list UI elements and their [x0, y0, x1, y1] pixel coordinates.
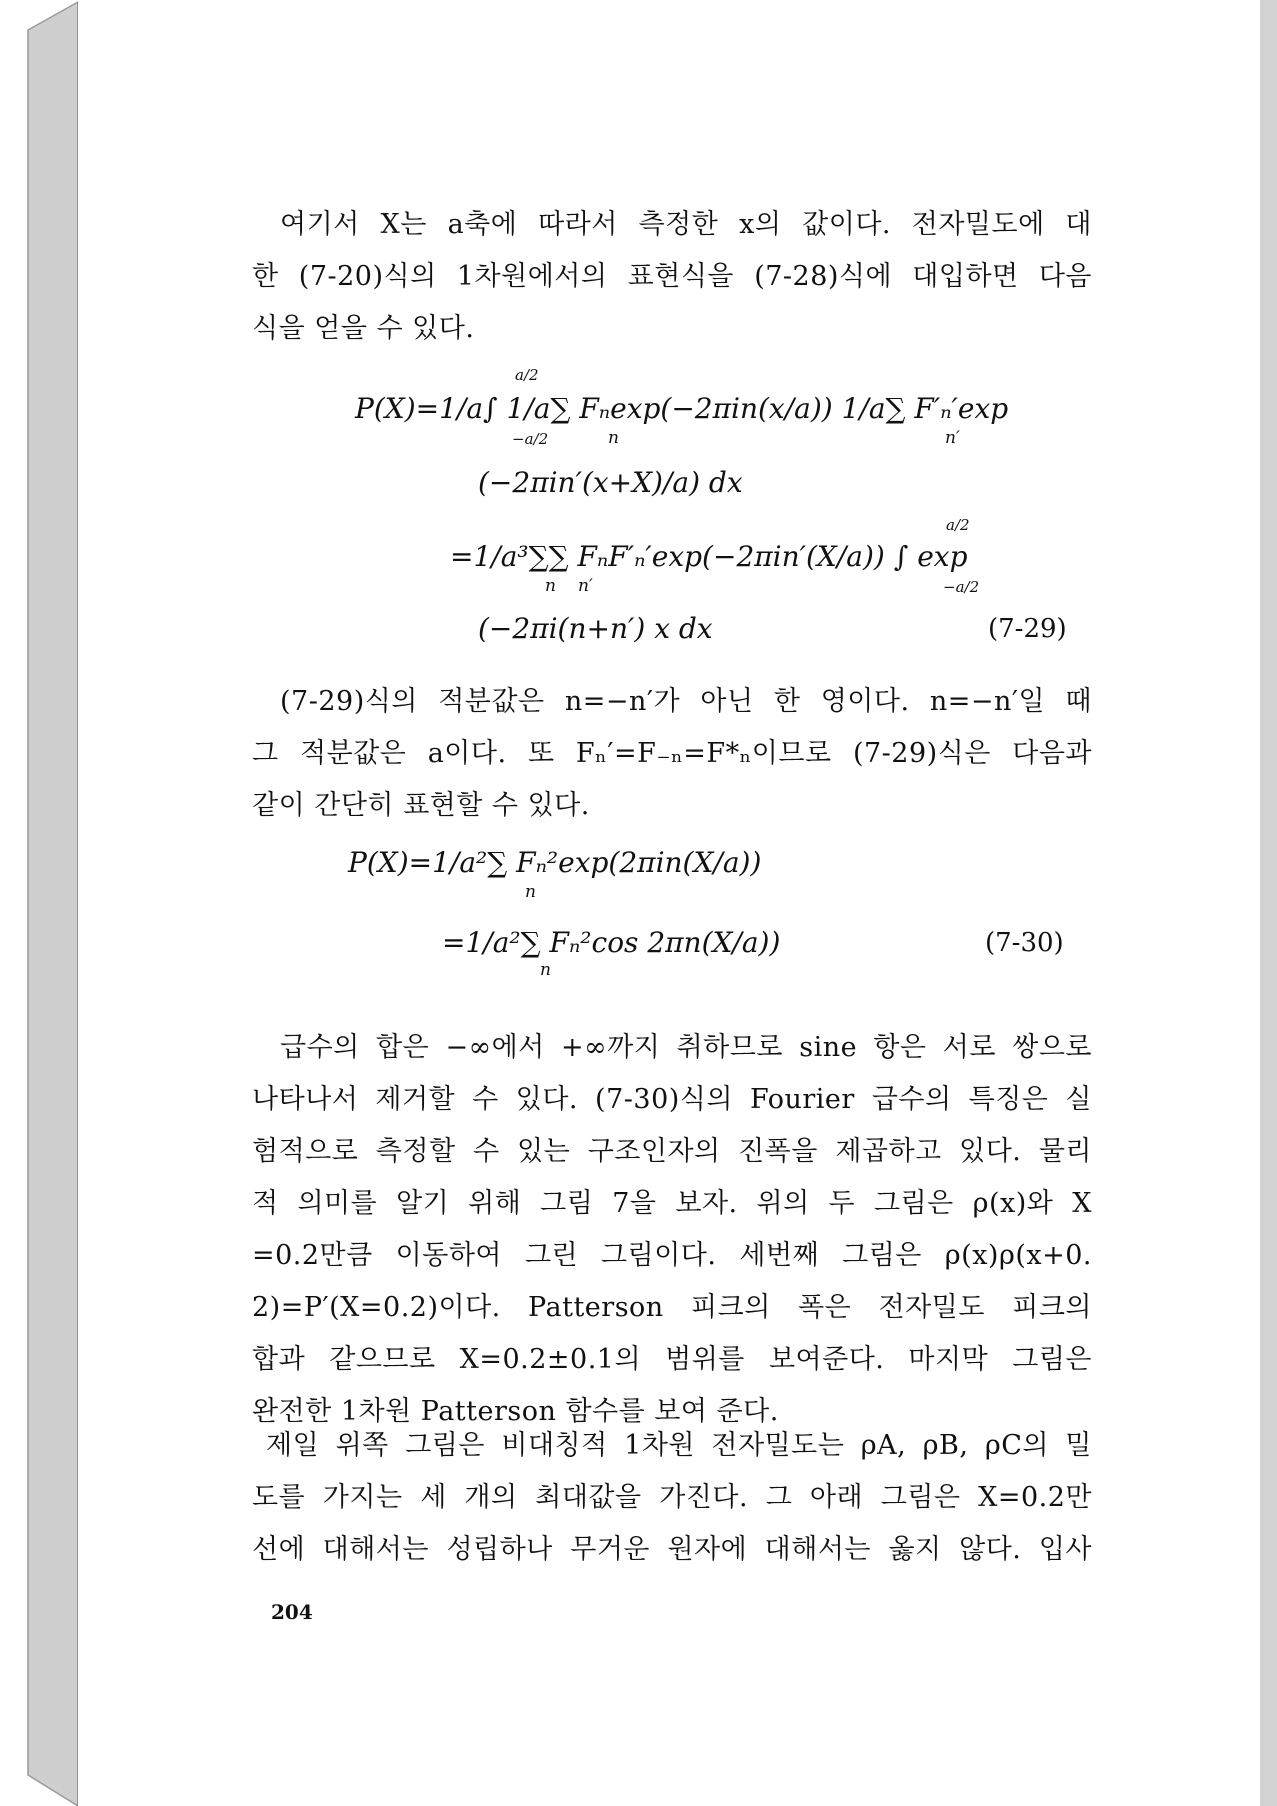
- text-line: 2)=P′(X=0.2)이다. Patterson 피크의 폭은 전자밀도 피크의: [252, 1292, 1092, 1323]
- text-line: 선에 대해서는 성립하나 무거운 원자에 대해서는 옳지 않다. 입사: [252, 1534, 1092, 1565]
- text-line: 완전한 1차원 Patterson 함수를 보여 준다.: [252, 1396, 779, 1427]
- paragraph-1: [252, 199, 1092, 355]
- equation-number: (7-30): [985, 928, 1064, 958]
- paragraph-4: [252, 1420, 1092, 1576]
- sum-index: n: [545, 576, 556, 596]
- text-line: 그 적분값은 a이다. 또 Fₙ′=F₋ₙ=F*ₙ이므로 (7-29)식은 다음과: [252, 738, 1092, 769]
- text-line: 식을 얻을 수 있다.: [252, 313, 475, 344]
- equation-line: P(X)=1/a∫ 1/a∑ Fₙexp(−2πin(x/a)) 1/a∑ F′ₙ′exp: [355, 392, 1009, 425]
- text-line: 적 의미를 알기 위해 그림 7을 보자. 위의 두 그림은 ρ(x)와 X: [252, 1188, 1092, 1219]
- sum-index: n: [525, 882, 536, 902]
- paragraph-2: [252, 676, 1092, 832]
- sum-index: n′: [578, 576, 593, 596]
- equation-number: (7-29): [988, 614, 1067, 644]
- sum-index: n′: [945, 428, 960, 448]
- page-number: 204: [271, 1600, 313, 1624]
- text-line: (7-29)식의 적분값은 n=−n′가 아닌 한 영이다. n=−n′일 때: [280, 686, 1092, 717]
- paragraph-3: [252, 1022, 1092, 1438]
- integral-upper-limit: a/2: [515, 366, 539, 384]
- integral-lower-limit: −a/2: [943, 578, 980, 596]
- text-line: 같이 간단히 표현할 수 있다.: [252, 790, 590, 821]
- text-line: 험적으로 측정할 수 있는 구조인자의 진폭을 제곱하고 있다. 물리: [252, 1136, 1092, 1167]
- integral-lower-limit: −a/2: [512, 430, 549, 448]
- equation-line: =1/a²∑ Fₙ²cos 2πn(X/a)): [442, 926, 781, 959]
- equation-line: (−2πi(n+n′) x dx: [478, 612, 713, 645]
- integral-upper-limit: a/2: [946, 516, 970, 534]
- text-line: 한 (7-20)식의 1차원에서의 표현식을 (7-28)식에 대입하면 다음: [252, 261, 1092, 292]
- text-line: 급수의 합은 −∞에서 +∞까지 취하므로 sine 항은 서로 쌍으로: [280, 1032, 1092, 1063]
- equation-line: (−2πin′(x+X)/a) dx: [478, 466, 743, 499]
- text-line: 나타나서 제거할 수 있다. (7-30)식의 Fourier 급수의 특징은 실: [252, 1084, 1092, 1115]
- equation-line: P(X)=1/a²∑ Fₙ²exp(2πin(X/a)): [348, 846, 762, 879]
- text-line: 합과 같으므로 X=0.2±0.1의 범위를 보여준다. 마지막 그림은: [252, 1344, 1092, 1375]
- text-line: 제일 위쪽 그림은 비대칭적 1차원 전자밀도는 ρA, ρB, ρC의 밀: [266, 1430, 1092, 1461]
- sum-index: n: [540, 960, 551, 980]
- text-line: 도를 가지는 세 개의 최대값을 가진다. 그 아래 그림은 X=0.2만: [252, 1482, 1092, 1513]
- sum-index: n: [608, 428, 619, 448]
- text-line: =0.2만큼 이동하여 그린 그림이다. 세번째 그림은 ρ(x)ρ(x+0.: [252, 1240, 1092, 1271]
- text-line: 여기서 X는 a축에 따라서 측정한 x의 값이다. 전자밀도에 대: [280, 209, 1092, 240]
- equation-line: =1/a³∑∑ FₙF′ₙ′exp(−2πin′(X/a)) ∫ exp: [450, 540, 968, 573]
